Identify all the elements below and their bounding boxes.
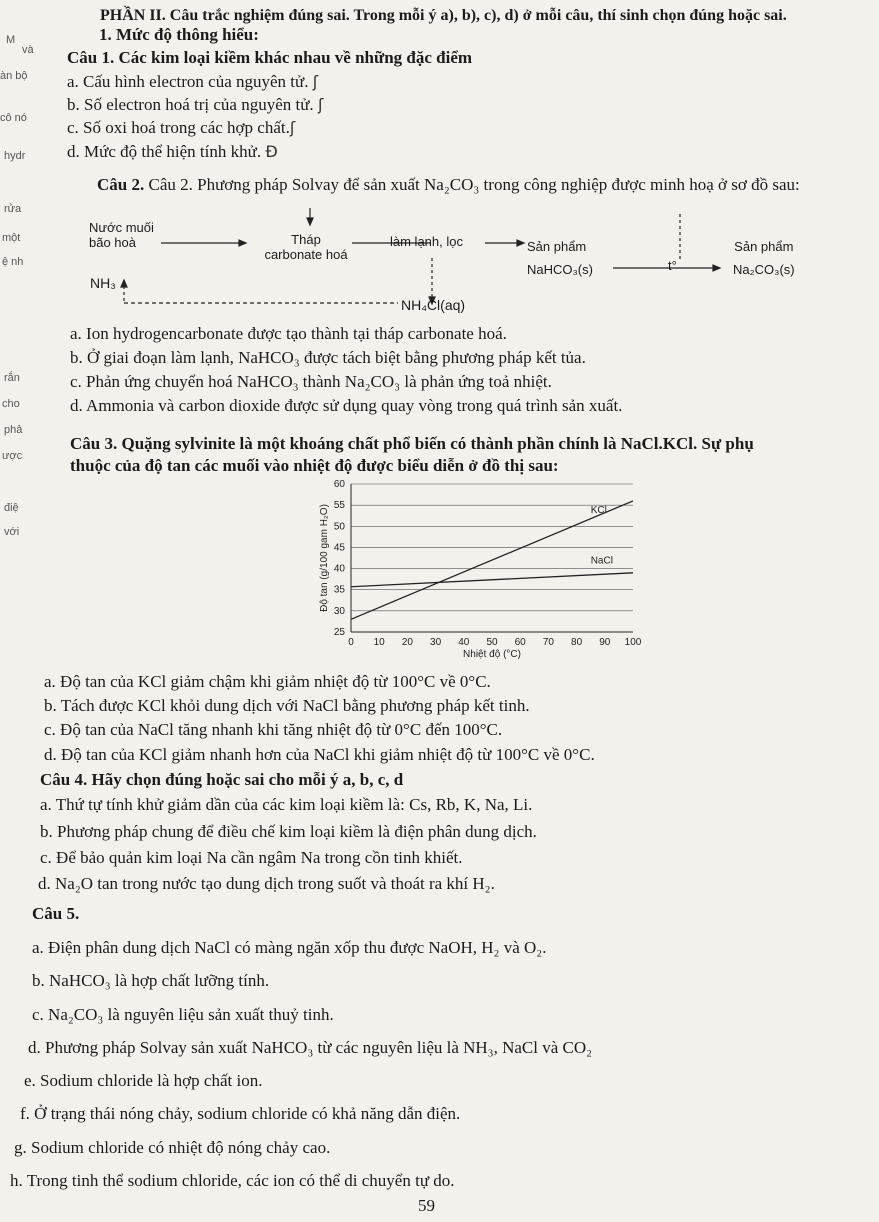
y-tick-label: 45 bbox=[333, 542, 345, 554]
flow-carbonation-tower: Tháp carbonate hoá bbox=[264, 232, 348, 262]
q1-item-a: a. Cấu hình electron của nguyên tử. ʃ bbox=[67, 72, 319, 91]
margin-fragment: ược bbox=[2, 450, 23, 462]
margin-fragment: M bbox=[6, 34, 16, 46]
q4-item-a: a. Thứ tự tính khử giảm dần của các kim loại kiềm là: Cs, Rb, K, Na, Li. bbox=[40, 795, 533, 814]
q4-item-d: d. Na₂O tan trong nước tạo dung dịch trong suốt và thoát ra khí H₂. bbox=[38, 874, 495, 893]
q4-item-b: b. Phương pháp chung để điều chế kim loại kiềm là điện phân dung dịch. bbox=[40, 822, 537, 841]
x-tick-label: 100 bbox=[624, 637, 642, 648]
q5-item-b: b. NaHCO₃ là hợp chất lưỡng tính. bbox=[32, 971, 270, 990]
y-tick-label: 55 bbox=[333, 500, 345, 512]
q5-item-g: g. Sodium chloride có nhiệt độ nóng chảy cao. bbox=[14, 1138, 331, 1157]
q1-title: Câu 1. Các kim loại kiềm khác nhau về những đặc điểm bbox=[67, 48, 473, 67]
q5-item-c: c. Na₂CO₃ là nguyên liệu sản xuất thuỷ tinh. bbox=[32, 1005, 334, 1024]
x-tick-label: 0 bbox=[348, 637, 354, 648]
margin-fragment: cô nó bbox=[0, 112, 27, 124]
q5-title: Câu 5. bbox=[32, 904, 80, 923]
q2-title: Câu 2. Câu 2. Phương pháp Solvay để sản xuất Na₂CO₃ trong công nghiệp được minh hoạ ở sơ đồ sau: bbox=[97, 175, 800, 194]
x-tick-label: 10 bbox=[373, 637, 385, 648]
margin-fragment: àn bộ bbox=[0, 70, 28, 82]
flow-nh3: NH₃ bbox=[90, 275, 116, 291]
check-mark-icon: Ð bbox=[265, 142, 278, 161]
x-tick-label: 20 bbox=[401, 637, 413, 648]
q2-item-c: c. Phản ứng chuyển hoá NaHCO₃ thành Na₂CO₃ là phản ứng toả nhiệt. bbox=[70, 372, 552, 391]
margin-fragment: với bbox=[4, 526, 20, 538]
check-mark-icon: ʃ bbox=[312, 72, 319, 91]
x-axis-label: Nhiệt độ (°C) bbox=[463, 649, 521, 660]
margin-fragment: một bbox=[2, 232, 21, 244]
x-tick-label: 50 bbox=[486, 637, 498, 648]
q1-item-d: d. Mức độ thể hiện tính khử. Ð bbox=[67, 142, 278, 161]
flow-brine: Nước muối bão hoà bbox=[89, 220, 154, 250]
q3-item-c: c. Độ tan của NaCl tăng nhanh khi tăng nhiệt độ từ 0°C đến 100°C. bbox=[44, 720, 503, 739]
q1-item-c: c. Số oxi hoá trong các hợp chất.ʃ bbox=[67, 118, 296, 137]
q5-item-a: a. Điện phân dung dịch NaCl có màng ngăn xốp thu được NaOH, H₂ và O₂. bbox=[32, 938, 547, 957]
q3-item-b: b. Tách được KCl khỏi dung dịch với NaCl bằng phương pháp kết tinh. bbox=[44, 696, 530, 715]
q4-title: Câu 4. Hãy chọn đúng hoặc sai cho mỗi ý a, b, c, d bbox=[40, 770, 404, 789]
flow-cool-filter: làm lạnh, lọc bbox=[390, 234, 463, 249]
q3-title-cont: thuộc của độ tan các muối vào nhiệt độ được biểu diễn ở đồ thị sau: bbox=[70, 456, 559, 475]
margin-fragment: rắn bbox=[4, 372, 20, 384]
x-tick-label: 40 bbox=[458, 637, 470, 648]
q3-title: Câu 3. Quặng sylvinite là một khoáng chất phổ biến có thành phần chính là NaCl.KCl. Sự phụ bbox=[70, 434, 754, 453]
check-mark-icon: ʃ bbox=[317, 95, 324, 114]
margin-fragment: ệ nh bbox=[2, 256, 24, 268]
y-tick-label: 50 bbox=[333, 521, 345, 533]
q2-item-a: a. Ion hydrogencarbonate được tạo thành tại tháp carbonate hoá. bbox=[70, 324, 507, 343]
flow-product-nahco3: Sản phẩm NaHCO₃(s) bbox=[527, 239, 593, 277]
x-tick-label: 60 bbox=[514, 637, 526, 648]
margin-fragment: rửa bbox=[4, 203, 22, 215]
margin-fragment: và bbox=[22, 44, 34, 56]
x-tick-label: 80 bbox=[571, 637, 583, 648]
series-label-kcl: KCl bbox=[590, 504, 607, 516]
y-tick-label: 30 bbox=[333, 605, 345, 617]
q3-item-a: a. Độ tan của KCl giảm chậm khi giảm nhiệt độ từ 100°C về 0°C. bbox=[44, 672, 491, 691]
q4-item-c: c. Để bảo quản kim loại Na cần ngâm Na trong cồn tinh khiết. bbox=[40, 848, 463, 867]
q5-item-d: d. Phương pháp Solvay sản xuất NaHCO₃ từ các nguyên liệu là NH₃, NaCl và CO₂ bbox=[28, 1038, 593, 1057]
series-line-nacl bbox=[351, 573, 633, 587]
x-tick-label: 90 bbox=[599, 637, 611, 648]
q2-item-d: d. Ammonia và carbon dioxide được sử dụng quay vòng trong quá trình sản xuất. bbox=[70, 396, 623, 415]
page-number: 59 bbox=[418, 1196, 435, 1215]
q5-item-h: h. Trong tinh thể sodium chloride, các ion có thể di chuyển tự do. bbox=[10, 1171, 455, 1190]
q5-item-e: e. Sodium chloride là hợp chất ion. bbox=[24, 1071, 263, 1090]
y-tick-label: 40 bbox=[333, 563, 345, 575]
series-label-nacl: NaCl bbox=[590, 555, 613, 567]
x-tick-label: 30 bbox=[430, 637, 442, 648]
x-tick-label: 70 bbox=[542, 637, 554, 648]
check-mark-icon: ʃ bbox=[289, 118, 296, 137]
y-tick-label: 25 bbox=[333, 627, 345, 638]
level-title: 1. Mức độ thông hiểu: bbox=[99, 25, 259, 44]
margin-fragment: phả bbox=[4, 424, 23, 436]
y-tick-label: 35 bbox=[333, 584, 345, 596]
y-tick-label: 60 bbox=[333, 479, 345, 490]
q5-item-f: f. Ở trạng thái nóng chảy, sodium chloride có khả năng dẫn điện. bbox=[20, 1104, 461, 1123]
margin-fragment: điệ bbox=[4, 502, 19, 514]
flow-product-na2co3: Sản phẩm Na₂CO₃(s) bbox=[733, 239, 795, 277]
margin-fragment: cho bbox=[2, 398, 20, 410]
q2-item-b: b. Ở giai đoạn làm lạnh, NaHCO₃ được tách biệt bằng phương pháp kết tủa. bbox=[70, 348, 586, 367]
flow-nh4cl: NH₄Cl(aq) bbox=[401, 297, 466, 313]
flow-heat: t° bbox=[668, 258, 677, 273]
margin-fragment: hydr bbox=[4, 150, 26, 162]
q1-item-b: b. Số electron hoá trị của nguyên tử. ʃ bbox=[67, 95, 324, 114]
section-title: PHẦN II. Câu trắc nghiệm đúng sai. Trong mỗi ý a), b), c), d) ở mỗi câu, thí sinh chọn đúng hoặc sai. bbox=[100, 7, 787, 24]
q3-item-d: d. Độ tan của KCl giảm nhanh hơn của NaCl khi giảm nhiệt độ từ 100°C về 0°C. bbox=[44, 745, 595, 764]
y-axis-label: Độ tan (g/100 gam H₂O) bbox=[319, 504, 330, 612]
